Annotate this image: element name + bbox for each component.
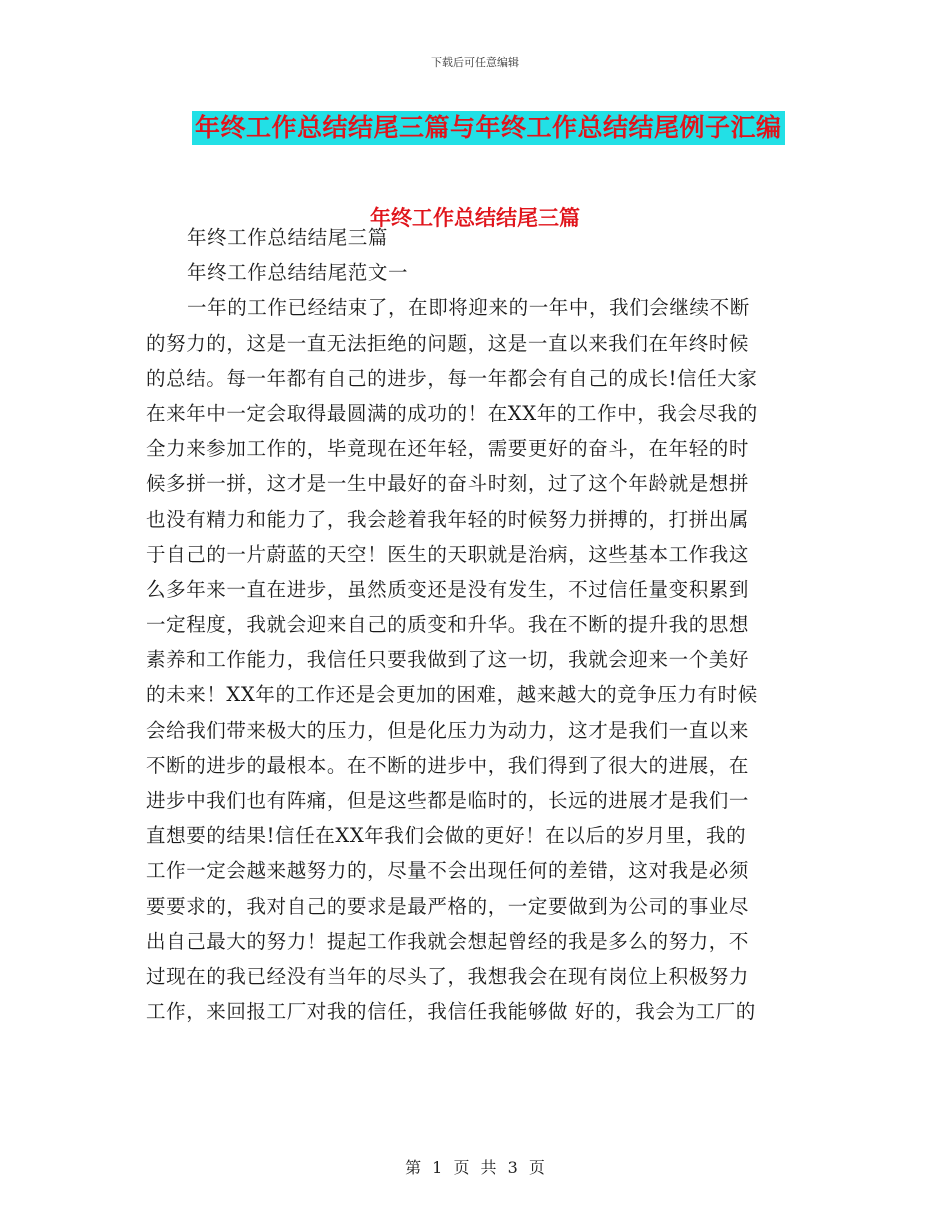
body-line: 么多年来一直在进步，虽然质变还是没有发生，不过信任量变积累到 — [146, 577, 750, 601]
body-line: 也没有精力和能力了，我会趁着我年轻的时候努力拼搏的，打拼出属 — [146, 507, 750, 531]
body-line: 年终工作总结结尾范文一 — [187, 261, 409, 285]
body-line: 年终工作总结结尾三篇 — [187, 226, 389, 249]
body-line: 要要求的，我对自己的要求是最严格的，一定要做到为公司的事业尽 — [146, 894, 750, 918]
body-line: 在来年中一定会取得最圆满的成功的！在XX年的工作中，我会尽我的 — [146, 401, 758, 425]
document-title: 年终工作总结结尾三篇与年终工作总结结尾例子汇编 — [192, 111, 785, 145]
body-line: 候多拼一拼，这才是一生中最好的奋斗时刻，过了这个年龄就是想拼 — [146, 472, 750, 496]
body-line: 出自己最大的努力！提起工作我就会想起曾经的我是多么的努力，不 — [146, 929, 750, 953]
page-footer: 第 1 页 共 3 页 — [405, 1158, 545, 1177]
body-line: 进步中我们也有阵痛，但是这些都是临时的，长远的进展才是我们一 — [146, 789, 750, 812]
header-note: 下载后可任意编辑 — [431, 56, 519, 69]
body-line: 全力来参加工作的，毕竟现在还年轻，需要更好的奋斗，在年轻的时 — [146, 437, 750, 461]
body-line: 一年的工作已经结束了，在即将迎来的一年中，我们会继续不断 — [187, 296, 750, 320]
body-line: 过现在的我已经没有当年的尽头了，我想我会在现有岗位上积极努力 — [146, 964, 750, 988]
body-line: 工作一定会越来越努力的，尽量不会出现任何的差错，这对我是必须 — [146, 859, 750, 883]
body-line: 于自己的一片蔚蓝的天空！医生的天职就是治病，这些基本工作我这 — [146, 542, 750, 566]
body-line: 直想要的结果!信任在XX年我们会做的更好！在以后的岁月里，我的 — [146, 824, 747, 848]
body-text — [146, 220, 806, 1029]
body-line: 一定程度，我就会迎来自己的质变和升华。我在不断的提升我的思想 — [146, 613, 750, 637]
body-line: 的未来！XX年的工作还是会更加的困难，越来越大的竞争压力有时候 — [146, 683, 758, 707]
body-line: 不断的进步的最根本。在不断的进步中，我们得到了很大的进展，在 — [146, 753, 750, 777]
body-line: 工作，来回报工厂对我的信任，我信任我能够做 好的，我会为工厂的 — [146, 1000, 756, 1024]
body-line: 的总结。每一年都有自己的进步，每一年都会有自己的成长!信任大家 — [146, 366, 758, 390]
body-line: 会给我们带来极大的压力，但是化压力为动力，这才是我们一直以来 — [146, 718, 750, 742]
body-line: 的努力的，这是一直无法拒绝的问题，这是一直以来我们在年终时候 — [146, 331, 750, 355]
section-title: 年终工作总结结尾三篇 — [370, 206, 580, 230]
body-line: 素养和工作能力，我信任只要我做到了这一切，我就会迎来一个美好 — [146, 648, 750, 672]
